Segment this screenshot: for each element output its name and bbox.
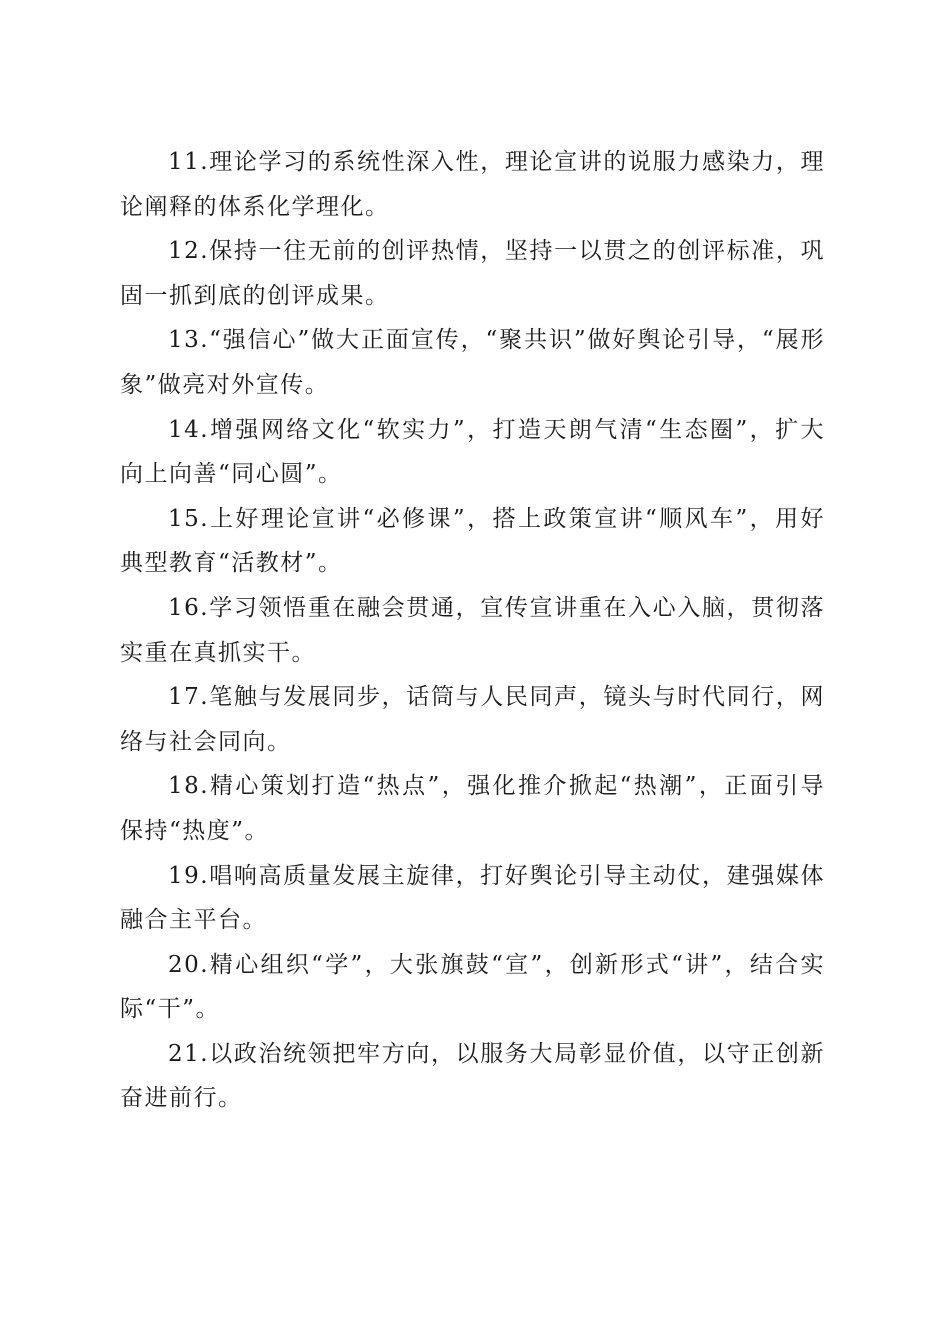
item-number: 14. bbox=[168, 416, 210, 443]
item-text: 精心组织“学”，大张旗鼓“宣”，创新形式“讲”，结合实际“干”。 bbox=[120, 951, 825, 1023]
item-text: “强信心”做大正面宣传，“聚共识”做好舆论引导，“展形象”做亮对外宣传。 bbox=[120, 327, 825, 398]
item-text: 上好理论宣讲“必修课”，搭上政策宣讲“顺风车”，用好典型教育“活教材”。 bbox=[120, 505, 825, 577]
list-item bbox=[120, 764, 825, 853]
list-item bbox=[120, 586, 825, 675]
item-text: 精心策划打造“热点”，强化推介掀起“热潮”，正面引导保持“热度”。 bbox=[120, 773, 825, 844]
item-text: 学习领悟重在融会贯通，宣传宣讲重在入心入脑，贯彻落实重在真抓实干。 bbox=[120, 594, 825, 666]
item-text: 笔触与发展同步，话筒与人民同声，镜头与时代同行，网络与社会同向。 bbox=[120, 684, 825, 755]
item-number: 11. bbox=[168, 149, 210, 175]
item-number: 17. bbox=[168, 684, 210, 711]
item-number: 12. bbox=[168, 238, 210, 265]
list-item bbox=[120, 1032, 825, 1121]
item-number: 21. bbox=[168, 1040, 210, 1067]
item-number: 16. bbox=[168, 594, 210, 621]
item-text: 增强网络文化“软实力”，打造天朗气清“生态圈”，扩大向上向善“同心圆”。 bbox=[120, 416, 825, 488]
list-item bbox=[120, 675, 825, 764]
item-number: 13. bbox=[168, 327, 210, 354]
item-text: 理论学习的系统性深入性，理论宣讲的说服力感染力，理论阐释的体系化学理化。 bbox=[120, 149, 825, 220]
item-number: 15. bbox=[168, 505, 210, 532]
document-body bbox=[120, 140, 825, 1121]
list-item bbox=[120, 140, 825, 229]
item-number: 20. bbox=[168, 951, 210, 978]
list-item bbox=[120, 854, 825, 943]
list-item bbox=[120, 229, 825, 318]
list-item bbox=[120, 408, 825, 497]
list-item bbox=[120, 943, 825, 1032]
list-item bbox=[120, 318, 825, 407]
item-text: 唱响高质量发展主旋律，打好舆论引导主动仗，建强媒体融合主平台。 bbox=[120, 862, 825, 934]
item-text: 保持一往无前的创评热情，坚持一以贯之的创评标准，巩固一抓到底的创评成果。 bbox=[120, 238, 825, 309]
item-number: 18. bbox=[168, 773, 210, 800]
item-text: 以政治统领把牢方向，以服务大局彰显价值，以守正创新奋进前行。 bbox=[120, 1040, 825, 1112]
list-item bbox=[120, 497, 825, 586]
item-number: 19. bbox=[168, 862, 210, 889]
